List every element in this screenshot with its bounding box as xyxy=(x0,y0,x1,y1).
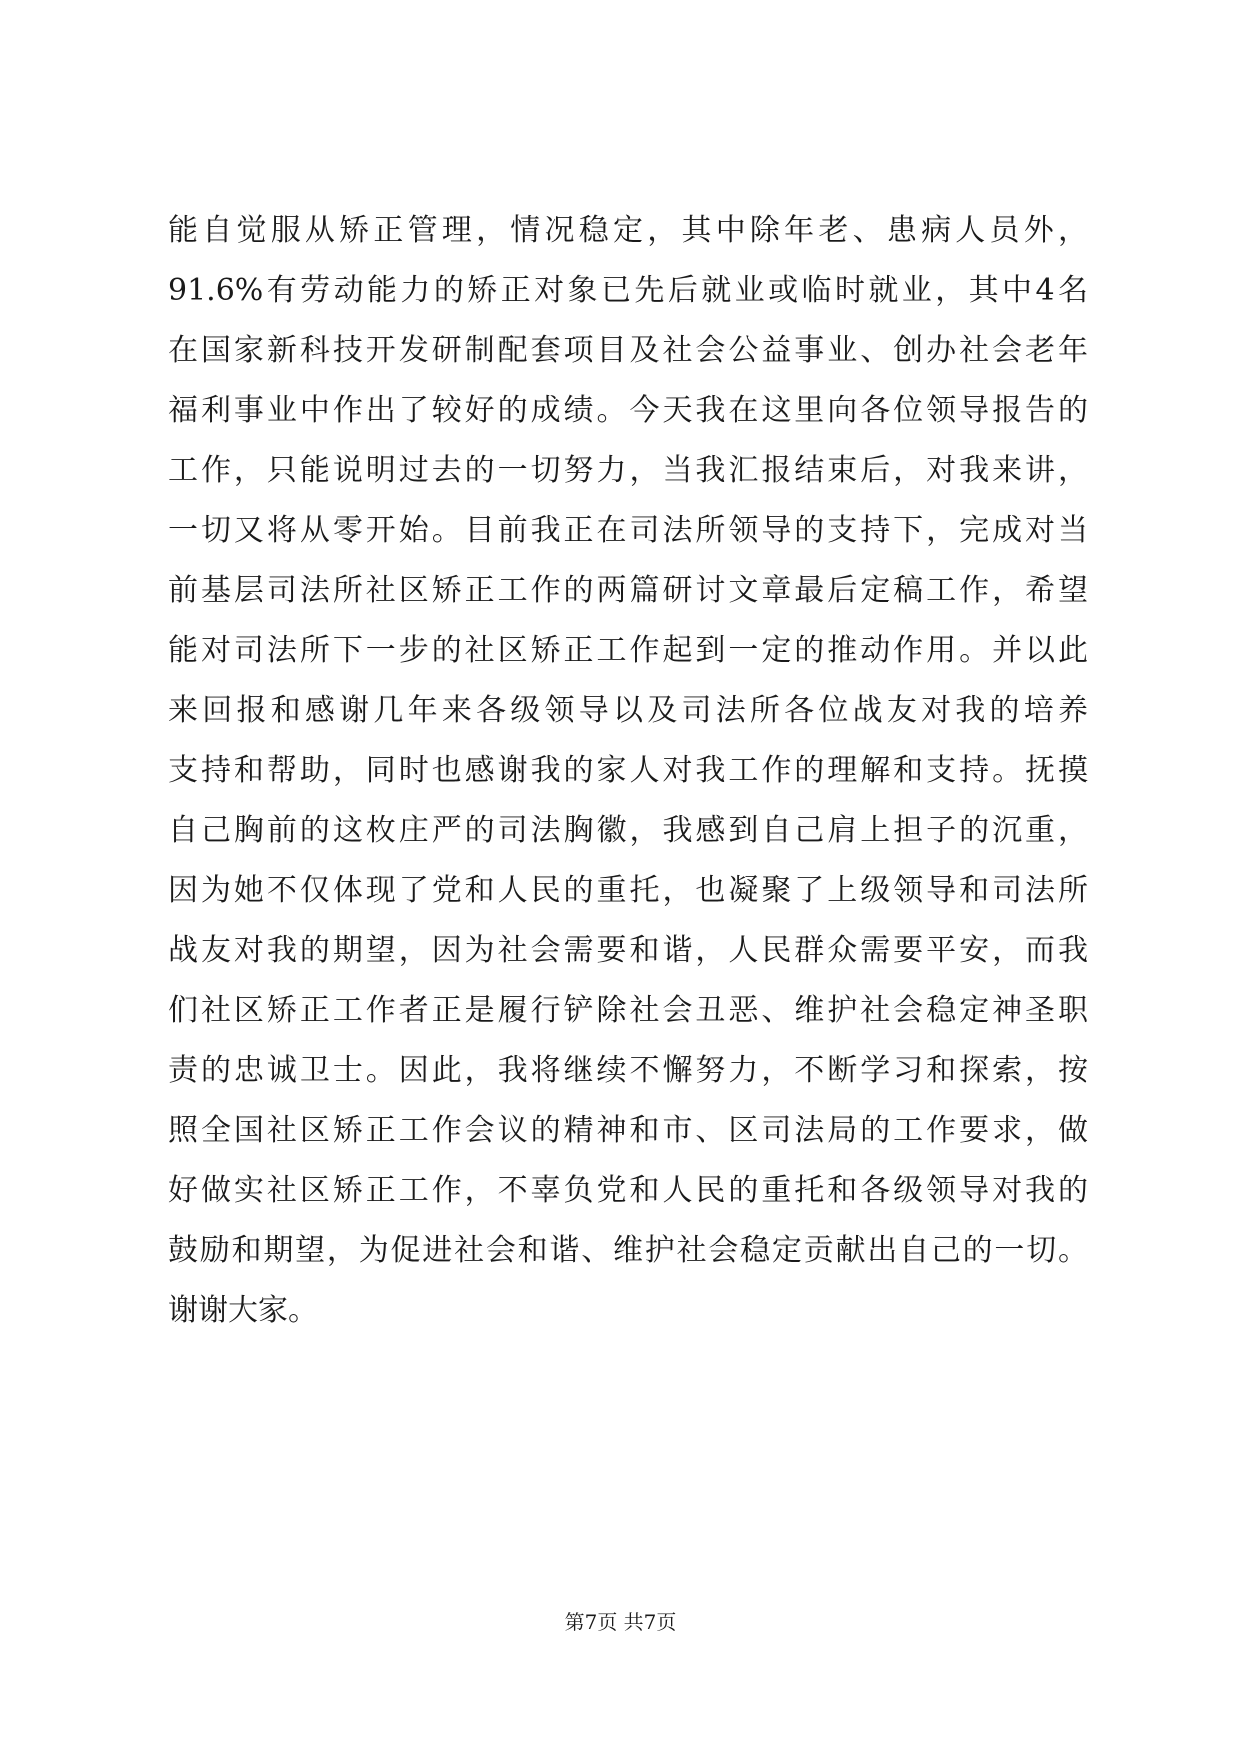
text-line-3: 在国家新科技开发研制配套项目及社会公益事业、创办社会老年 xyxy=(168,333,1088,368)
text-line-11: 自己胸前的这枚庄严的司法胸徽，我感到自己肩上担子的沉重， xyxy=(168,813,1088,848)
text-line-8: 能对司法所下一步的社区矫正工作起到一定的推动作用。并以此 xyxy=(168,633,1088,668)
text-line-1: 能自觉服从矫正管理，情况稳定，其中除年老、患病人员外， xyxy=(168,213,1088,248)
text-line-6: 一切又将从零开始。目前我正在司法所领导的支持下，完成对当 xyxy=(168,513,1088,548)
text-line-2: 91.6%有劳动能力的矫正对象已先后就业或临时就业，其中4名 xyxy=(168,273,1088,308)
text-line-13: 战友对我的期望，因为社会需要和谐，人民群众需要平安，而我 xyxy=(168,933,1088,968)
text-line-15: 责的忠诚卫士。因此，我将继续不懈努力，不断学习和探索，按 xyxy=(168,1053,1088,1088)
text-line-16: 照全国社区矫正工作会议的精神和市、区司法局的工作要求，做 xyxy=(168,1113,1088,1148)
text-line-7: 前基层司法所社区矫正工作的两篇研讨文章最后定稿工作，希望 xyxy=(168,573,1088,608)
text-line-12: 因为她不仅体现了党和人民的重托，也凝聚了上级领导和司法所 xyxy=(168,873,1088,908)
text-line-10: 支持和帮助，同时也感谢我的家人对我工作的理解和支持。抚摸 xyxy=(168,753,1088,788)
body-text xyxy=(168,201,1088,1341)
page-number-footer: 第7页 共7页 xyxy=(564,1610,677,1634)
text-line-18: 鼓励和期望，为促进社会和谐、维护社会稳定贡献出自己的一切。 xyxy=(168,1233,1088,1268)
text-line-19: 谢谢大家。 xyxy=(168,1293,318,1328)
text-line-9: 来回报和感谢几年来各级领导以及司法所各位战友对我的培养 xyxy=(168,693,1088,728)
text-line-14: 们社区矫正工作者正是履行铲除社会丑恶、维护社会稳定神圣职 xyxy=(168,993,1088,1028)
text-line-17: 好做实社区矫正工作，不辜负党和人民的重托和各级领导对我的 xyxy=(168,1173,1088,1208)
text-line-5: 工作，只能说明过去的一切努力，当我汇报结束后，对我来讲， xyxy=(168,453,1088,488)
text-line-4: 福利事业中作出了较好的成绩。今天我在这里向各位领导报告的 xyxy=(168,393,1088,428)
